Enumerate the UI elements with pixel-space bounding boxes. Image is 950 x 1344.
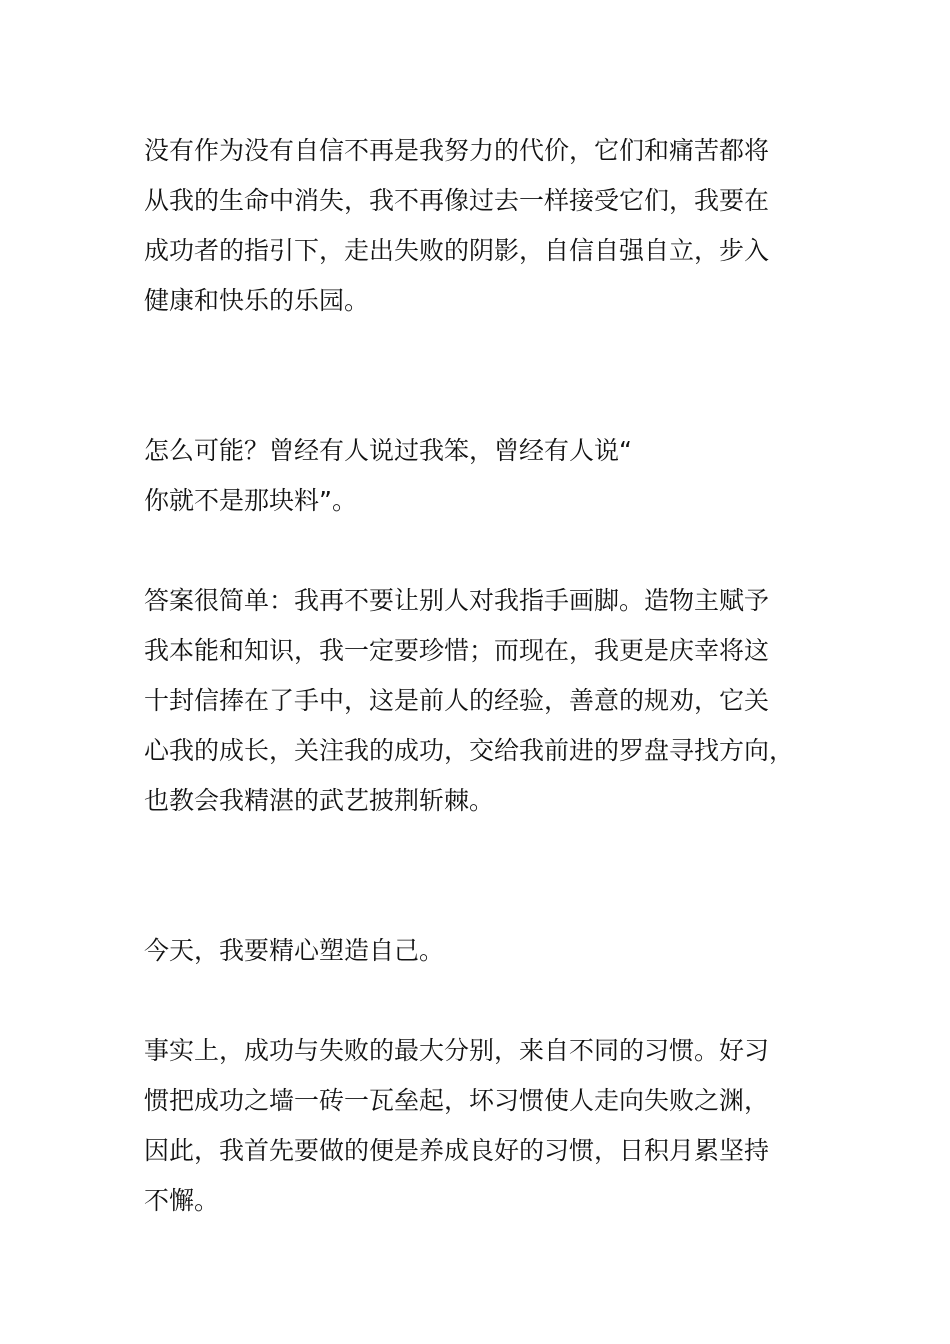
text-line: 不懈。 — [144, 1186, 220, 1215]
text-line: 我本能和知识，我一定要珍惜；而现在，我更是庆幸将这 — [144, 636, 770, 665]
text-line: 答案很简单：我再不要让别人对我指手画脚。造物主赋予 — [144, 586, 770, 615]
text-line: 从我的生命中消失，我不再像过去一样接受它们，我要在 — [144, 186, 770, 215]
text-line: 成功者的指引下，走出失败的阴影，自信自强自立，步入 — [144, 236, 770, 265]
paragraph-spacer — [144, 826, 804, 926]
text-line: 没有作为没有自信不再是我努力的代价，它们和痛苦都将 — [144, 136, 770, 165]
text-line: 惯把成功之墙一砖一瓦垒起，坏习惯使人走向失败之渊， — [144, 1086, 770, 1115]
text-line: 健康和快乐的乐园。 — [144, 286, 370, 315]
paragraph — [144, 426, 804, 526]
text-line: 十封信捧在了手中，这是前人的经验，善意的规劝，它关 — [144, 686, 770, 715]
text-line: 事实上，成功与失败的最大分别，来自不同的习惯。好习 — [144, 1036, 770, 1065]
paragraph — [144, 1026, 804, 1226]
text-line: 心我的成长，关注我的成功，交给我前进的罗盘寻找方向， — [144, 736, 795, 765]
paragraph-spacer — [144, 326, 804, 426]
paragraph — [144, 926, 804, 976]
paragraph-spacer — [144, 526, 804, 576]
text-line: 今天，我要精心塑造自己。 — [144, 936, 445, 965]
paragraph-spacer — [144, 976, 804, 1026]
document-body — [144, 126, 804, 1226]
paragraph — [144, 576, 804, 826]
text-line: 也教会我精湛的武艺披荆斩棘。 — [144, 786, 495, 815]
text-line: 你就不是那块料”。 — [144, 486, 357, 515]
text-line: 怎么可能？曾经有人说过我笨，曾经有人说“ — [144, 436, 632, 465]
paragraph — [144, 126, 804, 326]
text-line: 因此，我首先要做的便是养成良好的习惯，日积月累坚持 — [144, 1136, 770, 1165]
